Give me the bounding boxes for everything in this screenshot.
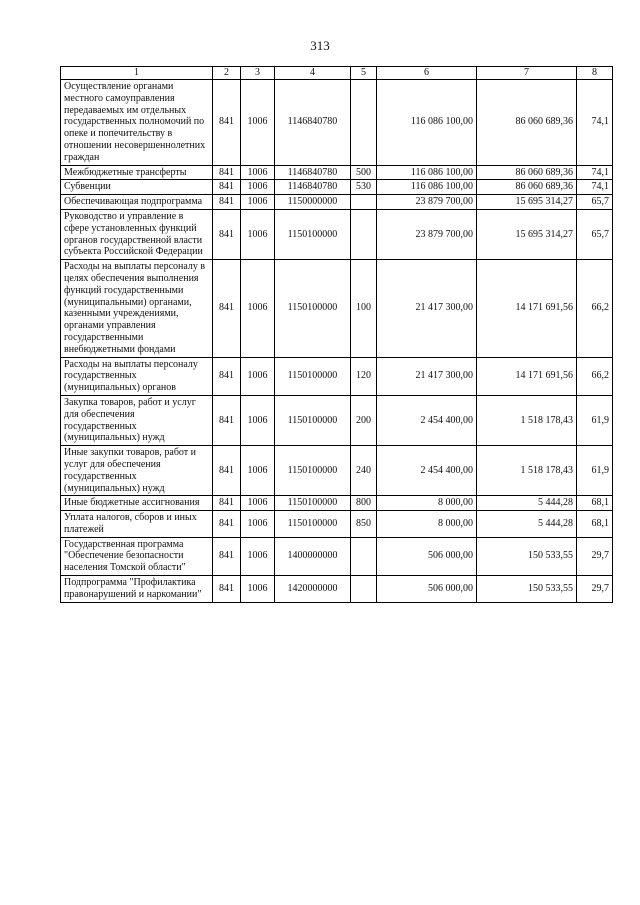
target-article-code: 1146840780 xyxy=(275,180,351,195)
planned-amount: 116 086 100,00 xyxy=(377,165,477,180)
grbs-code: 841 xyxy=(213,576,241,603)
executed-amount: 14 171 691,56 xyxy=(477,260,577,357)
row-name: Иные закупки товаров, работ и услуг для обеспечения государственных (муниципальных) нужд xyxy=(61,446,213,496)
planned-amount: 116 086 100,00 xyxy=(377,80,477,166)
section-code: 1006 xyxy=(241,165,275,180)
table-row xyxy=(61,537,613,575)
section-code: 1006 xyxy=(241,446,275,496)
target-article-code: 1150100000 xyxy=(275,395,351,445)
target-article-code: 1150100000 xyxy=(275,511,351,538)
executed-amount: 150 533,55 xyxy=(477,537,577,575)
grbs-code: 841 xyxy=(213,80,241,166)
target-article-code: 1146840780 xyxy=(275,165,351,180)
table-row xyxy=(61,80,613,166)
header-row xyxy=(61,67,613,80)
section-code: 1006 xyxy=(241,209,275,259)
execution-percent: 68,1 xyxy=(577,496,613,511)
expense-type-code: 850 xyxy=(351,511,377,538)
target-article-code: 1150100000 xyxy=(275,357,351,395)
target-article-code: 1420000000 xyxy=(275,576,351,603)
execution-percent: 66,2 xyxy=(577,260,613,357)
execution-percent: 29,7 xyxy=(577,576,613,603)
planned-amount: 8 000,00 xyxy=(377,496,477,511)
planned-amount: 23 879 700,00 xyxy=(377,195,477,210)
table-row xyxy=(61,260,613,357)
target-article-code: 1150100000 xyxy=(275,446,351,496)
table-row xyxy=(61,496,613,511)
planned-amount: 2 454 400,00 xyxy=(377,395,477,445)
expense-type-code: 800 xyxy=(351,496,377,511)
table-row xyxy=(61,357,613,395)
planned-amount: 2 454 400,00 xyxy=(377,446,477,496)
expense-type-code: 530 xyxy=(351,180,377,195)
section-code: 1006 xyxy=(241,80,275,166)
grbs-code: 841 xyxy=(213,446,241,496)
target-article-code: 1150100000 xyxy=(275,496,351,511)
row-name: Субвенции xyxy=(61,180,213,195)
row-name: Осуществление органами местного самоуправления передаваемых им отдельных государственных полномочий по опеке и попечительству в отношении несовершеннолетних граждан xyxy=(61,80,213,166)
table-row xyxy=(61,395,613,445)
planned-amount: 506 000,00 xyxy=(377,576,477,603)
planned-amount: 23 879 700,00 xyxy=(377,209,477,259)
row-name: Подпрограмма "Профилактика правонарушений и наркомании" xyxy=(61,576,213,603)
execution-percent: 68,1 xyxy=(577,511,613,538)
header-cell: 8 xyxy=(577,67,613,80)
section-code: 1006 xyxy=(241,395,275,445)
row-name: Уплата налогов, сборов и иных платежей xyxy=(61,511,213,538)
target-article-code: 1150000000 xyxy=(275,195,351,210)
row-name: Межбюджетные трансферты xyxy=(61,165,213,180)
grbs-code: 841 xyxy=(213,511,241,538)
executed-amount: 5 444,28 xyxy=(477,511,577,538)
execution-percent: 65,7 xyxy=(577,195,613,210)
grbs-code: 841 xyxy=(213,357,241,395)
expense-type-code xyxy=(351,80,377,166)
row-name: Обеспечивающая подпрограмма xyxy=(61,195,213,210)
executed-amount: 150 533,55 xyxy=(477,576,577,603)
expense-type-code xyxy=(351,195,377,210)
executed-amount: 15 695 314,27 xyxy=(477,195,577,210)
executed-amount: 86 060 689,36 xyxy=(477,180,577,195)
planned-amount: 21 417 300,00 xyxy=(377,357,477,395)
header-cell: 1 xyxy=(61,67,213,80)
execution-percent: 74,1 xyxy=(577,80,613,166)
executed-amount: 1 518 178,43 xyxy=(477,395,577,445)
expense-type-code xyxy=(351,209,377,259)
expense-type-code: 100 xyxy=(351,260,377,357)
target-article-code: 1150100000 xyxy=(275,260,351,357)
expense-type-code: 120 xyxy=(351,357,377,395)
grbs-code: 841 xyxy=(213,496,241,511)
table-row xyxy=(61,511,613,538)
section-code: 1006 xyxy=(241,537,275,575)
executed-amount: 86 060 689,36 xyxy=(477,80,577,166)
budget-table xyxy=(60,66,613,603)
target-article-code: 1146840780 xyxy=(275,80,351,166)
executed-amount: 1 518 178,43 xyxy=(477,446,577,496)
planned-amount: 21 417 300,00 xyxy=(377,260,477,357)
planned-amount: 116 086 100,00 xyxy=(377,180,477,195)
grbs-code: 841 xyxy=(213,165,241,180)
header-cell: 2 xyxy=(213,67,241,80)
execution-percent: 61,9 xyxy=(577,395,613,445)
grbs-code: 841 xyxy=(213,395,241,445)
header-cell: 7 xyxy=(477,67,577,80)
row-name: Иные бюджетные ассигнования xyxy=(61,496,213,511)
row-name: Руководство и управление в сфере установленных функций органов государственной власти субъекта Российской Федерации xyxy=(61,209,213,259)
header-cell: 3 xyxy=(241,67,275,80)
section-code: 1006 xyxy=(241,511,275,538)
row-name: Расходы на выплаты персоналу государственных (муниципальных) органов xyxy=(61,357,213,395)
planned-amount: 8 000,00 xyxy=(377,511,477,538)
executed-amount: 15 695 314,27 xyxy=(477,209,577,259)
expense-type-code: 500 xyxy=(351,165,377,180)
grbs-code: 841 xyxy=(213,260,241,357)
execution-percent: 74,1 xyxy=(577,180,613,195)
expense-type-code xyxy=(351,576,377,603)
table-row xyxy=(61,209,613,259)
executed-amount: 14 171 691,56 xyxy=(477,357,577,395)
execution-percent: 29,7 xyxy=(577,537,613,575)
table-row xyxy=(61,165,613,180)
section-code: 1006 xyxy=(241,496,275,511)
expense-type-code xyxy=(351,537,377,575)
executed-amount: 86 060 689,36 xyxy=(477,165,577,180)
grbs-code: 841 xyxy=(213,537,241,575)
grbs-code: 841 xyxy=(213,180,241,195)
row-name: Расходы на выплаты персоналу в целях обеспечения выполнения функций государственными (муниципальными) органами, казенными учреждениями, органами управления государственными внебюджетными фондами xyxy=(61,260,213,357)
section-code: 1006 xyxy=(241,357,275,395)
header-cell: 4 xyxy=(275,67,351,80)
section-code: 1006 xyxy=(241,260,275,357)
table-row xyxy=(61,446,613,496)
expense-type-code: 200 xyxy=(351,395,377,445)
row-name: Закупка товаров, работ и услуг для обеспечения государственных (муниципальных) нужд xyxy=(61,395,213,445)
execution-percent: 61,9 xyxy=(577,446,613,496)
expense-type-code: 240 xyxy=(351,446,377,496)
grbs-code: 841 xyxy=(213,209,241,259)
execution-percent: 66,2 xyxy=(577,357,613,395)
header-cell: 6 xyxy=(377,67,477,80)
target-article-code: 1150100000 xyxy=(275,209,351,259)
table-row xyxy=(61,180,613,195)
section-code: 1006 xyxy=(241,180,275,195)
row-name: Государственная программа "Обеспечение безопасности населения Томской области" xyxy=(61,537,213,575)
header-cell: 5 xyxy=(351,67,377,80)
execution-percent: 65,7 xyxy=(577,209,613,259)
planned-amount: 506 000,00 xyxy=(377,537,477,575)
page-number: 313 xyxy=(310,38,330,53)
execution-percent: 74,1 xyxy=(577,165,613,180)
table-row xyxy=(61,576,613,603)
table-row xyxy=(61,195,613,210)
grbs-code: 841 xyxy=(213,195,241,210)
section-code: 1006 xyxy=(241,195,275,210)
executed-amount: 5 444,28 xyxy=(477,496,577,511)
target-article-code: 1400000000 xyxy=(275,537,351,575)
section-code: 1006 xyxy=(241,576,275,603)
